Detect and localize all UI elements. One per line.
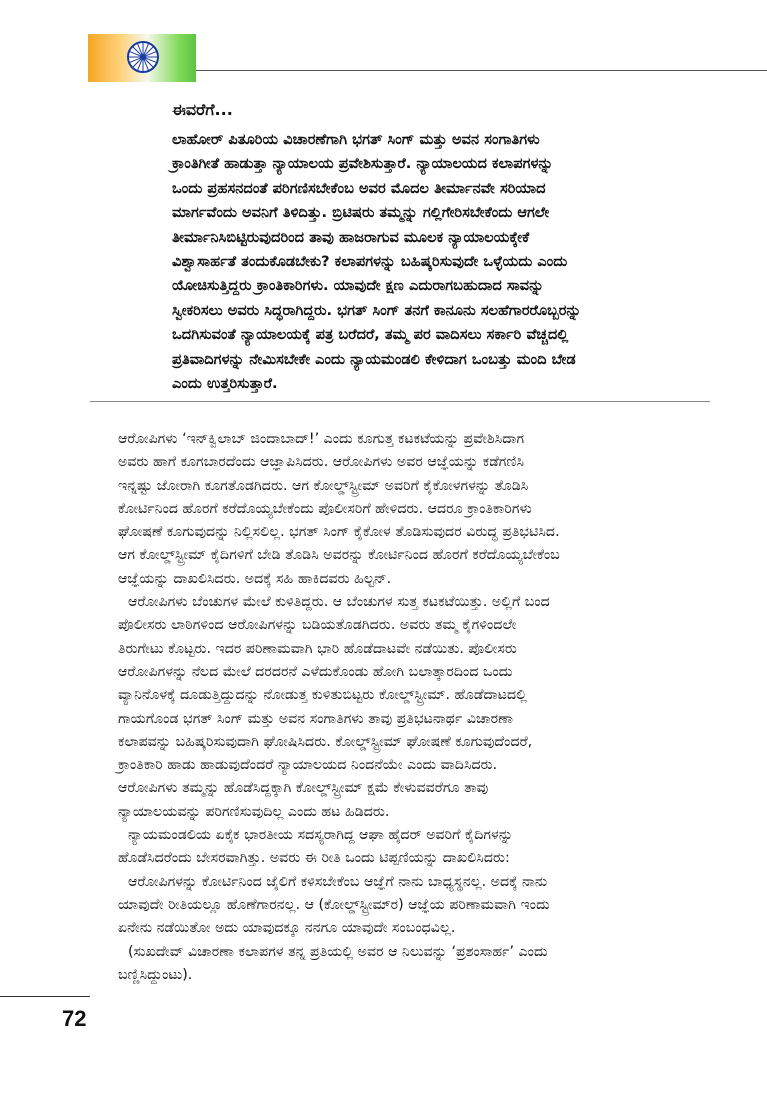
summary-line: ಒಂದು ಪ್ರಹಸನದಂತೆ ಪರಿಗಣಿಸಬೇಕೆಂಬ ಅವರ ಮೊದಲ ತೀರ್ಮಾನವೇ ಸರಿಯಾದ [172,179,546,197]
body-line: ಆರೋಪಿಗಳನ್ನು ನೆಲದ ಮೇಲೆ ದರದರನೆ ಎಳೆದುಕೊಂಡು ಹೋಗಿ ಬಲಾತ್ಕಾರದಿಂದ ಒಂದು [118,663,513,680]
body-line: ನ್ಯಾಯಮಂಡಲಿಯ ಏಕೈಕ ಭಾರತೀಯ ಸದಸ್ಯರಾಗಿದ್ದ ಆಘಾ ಹೈದರ್ ಅವರಿಗೆ ಕೈದಿಗಳನ್ನು [128,827,514,844]
body-line: (ಸುಖದೇವ್ ವಿಚಾರಣಾ ಕಲಾಪಗಳ ತನ್ನ ಪ್ರತಿಯಲ್ಲಿ ಅವರ ಆ ನಿಲುವನ್ನು ‘ಪ್ರಶಂಸಾರ್ಹ’ ಎಂದು [128,943,548,960]
body-line: ಆರೋಪಿಗಳು ತಮ್ಮನ್ನು ಹೊಡೆಸಿದ್ದಕ್ಕಾಗಿ ಕೋಲ್ಡ್‌ಸ್ಟ್ರೀಮ್ ಕ್ಷಮೆ ಕೇಳುವವರೆಗೂ ತಾವು [118,780,489,797]
body-line: ಆರೋಪಿಗಳನ್ನು ಕೋರ್ಟಿನಿಂದ ಜೈಲಿಗೆ ಕಳಿಸಬೇಕೆಂಬ ಆಜ್ಞೆಗೆ ನಾನು ಬಾಧ್ಯಸ್ಥನಲ್ಲ. ಅದಕ್ಕೆ ನಾನು [128,873,548,890]
ashoka-chakra-icon [126,40,160,74]
body-line: ಆರೋಪಿಗಳು ‘ಇನ್‌ಕ್ವಿಲಾಬ್ ಜಿಂದಾಬಾದ್!’ ಎಂದು ಕೂಗುತ್ತ ಕಟಕಟೆಯನ್ನು ಪ್ರವೇಶಿಸಿದಾಗ [118,431,525,447]
summary-body [172,128,712,396]
summary-line: ಪ್ರತಿವಾದಿಗಳನ್ನು ನೇಮಿಸಬೇಕೇ ಎಂದು ನ್ಯಾಯಮಂಡಲಿ ಕೇಳಿದಾಗ ಒಂಬತ್ತು ಮಂದಿ ಬೇಡ [172,350,576,368]
body-line: ಇನ್ನಷ್ಟು ಜೋರಾಗಿ ಕೂಗತೊಡಗಿದರು. ಆಗ ಕೋಲ್ಡ್‌ಸ್ಟ್ರೀಮ್ ಅವರಿಗೆ ಕೈಕೋಳಗಳನ್ನು ತೊಡಿಸಿ [118,477,529,494]
flag-badge [88,34,196,82]
body-line: ಏನೇನು ನಡೆಯಿತೋ ಅದು ಯಾವುದಕ್ಕೂ ನನಗೂ ಯಾವುದೇ ಸಂಬಂಧವಿಲ್ಲ. [118,920,456,937]
body-line: ವ್ಯಾನಿನೊಳಕ್ಕೆ ದೂಡುತ್ತಿದ್ದುದನ್ನು ನೋಡುತ್ತ ಕುಳಿತುಬಿಟ್ಟರು ಕೋಲ್ಡ್‌ಸ್ಟ್ರೀಮ್. ಹೊಡೆದಾಟದಲ್ಲಿ [118,687,527,704]
summary-line: ಯೋಚಿಸುತ್ತಿದ್ದರು ಕ್ರಾಂತಿಕಾರಿಗಳು. ಯಾವುದೇ ಕ್ಷಣ ಎದುರಾಗಬಹುದಾದ ಸಾವನ್ನು [172,277,544,295]
body-line: ಯಾವುದೇ ರೀತಿಯಲ್ಲೂ ಹೊಣೆಗಾರನಲ್ಲ. ಆ (ಕೋಲ್ಡ್‌ಸ್ಟ್ರೀಮ್‌ರ) ಆಜ್ಞೆಯ ಪರಿಣಾಮವಾಗಿ ಇಂದು [118,896,550,913]
body-line: ಹೊಡೆಸಿದರೆಂದು ಬೇಸರವಾಗಿತ್ತು. ಅವರು ಈ ರೀತಿ ಒಂದು ಟಿಪ್ಪಣಿಯನ್ನು ದಾಖಲಿಸಿದರು: [118,850,510,867]
summary-title: ಈವರೆಗೆ... [172,100,233,119]
summary-line: ಒದಗಿಸುವಂತೆ ನ್ಯಾಯಾಲಯಕ್ಕೆ ಪತ್ರ ಬರೆದರೆ, ತಮ್ಮ ಪರ ವಾದಿಸಲು ಸರ್ಕಾರಿ ವೆಚ್ಚದಲ್ಲಿ [172,326,569,344]
body-line: ಪೊಲೀಸರು ಲಾಠಿಗಳಿಂದ ಆರೋಪಿಗಳನ್ನು ಬಡಿಯತೊಡಗಿದರು. ಅವರು ತಮ್ಮ ಕೈಗಳಿಂದಲೇ [118,617,517,634]
body-line: ನ್ಯಾಯಾಲಯವನ್ನು ಪರಿಗಣಿಸುವುದಿಲ್ಲ ಎಂದು ಹಟ ಹಿಡಿದರು. [118,803,390,820]
body-line: ಕ್ರಾಂತಿಕಾರಿ ಹಾಡು ಹಾಡುವುದೆಂದರೆ ನ್ಯಾಯಾಲಯದ ನಿಂದನೆಯೇ ಎಂದು ವಾದಿಸಿದರು. [118,757,498,774]
body-line: ತಿರುಗೇಟು ಕೊಟ್ಟರು. ಇದರ ಪರಿಣಾಮವಾಗಿ ಭಾರಿ ಹೊಡೆದಾಟವೇ ನಡೆಯಿತು. ಪೊಲೀಸರು [118,640,517,657]
body-line: ಕಲಾಪವನ್ನು ಬಹಿಷ್ಕರಿಸುವುದಾಗಿ ಘೋಷಿಸಿದರು. ಕೋಲ್ಡ್‌ಸ್ಟ್ರೀಮ್ ಘೋಷಣೆ ಕೂಗುವುದೆಂದರೆ, [118,733,533,750]
body-line: ಆಜ್ಞೆಯನ್ನು ದಾಖಲಿಸಿದರು. ಅದಕ್ಕೆ ಸಹಿ ಹಾಕಿದವರು ಹಿಲ್ಟನ್. [118,570,392,587]
summary-line: ಕ್ರಾಂತಿಗೀತೆ ಹಾಡುತ್ತಾ ನ್ಯಾಯಾಲಯ ಪ್ರವೇಶಿಸುತ್ತಾರೆ. ನ್ಯಾಯಾಲಯದ ಕಲಾಪಗಳನ್ನು [172,155,554,173]
summary-line: ಸ್ವೀಕರಿಸಲು ಅವರು ಸಿದ್ಧರಾಗಿದ್ದರು. ಭಗತ್ ಸಿಂಗ್ ತನಗೆ ಕಾನೂನು ಸಲಹೆಗಾರರೊಬ್ಬರನ್ನು [172,301,582,319]
summary-line: ಎಂದು ಉತ್ತರಿಸುತ್ತಾರೆ. [172,375,278,393]
body-line: ಕೋರ್ಟಿನಿಂದ ಹೊರಗೆ ಕರೆದೊಯ್ಯಬೇಕೆಂದು ಪೊಲೀಸರಿಗೆ ಹೇಳಿದರು. ಆದರೂ ಕ್ರಾಂತಿಕಾರಿಗಳು [118,500,532,517]
summary-box [172,98,712,396]
header-rule [196,70,767,71]
summary-line: ಮಾರ್ಗವೆಂದು ಅವನಿಗೆ ತಿಳಿದಿತ್ತು. ಬ್ರಿಟಿಷರು ತಮ್ಮನ್ನು ಗಲ್ಲಿಗೇರಿಸಬೇಕೆಂದು ಆಗಲೇ [172,204,550,222]
summary-line: ತೀರ್ಮಾನಿಸಿಬಿಟ್ಟಿರುವುದರಿಂದ ತಾವು ಹಾಜರಾಗುವ ಮೂಲಕ ನ್ಯಾಯಾಲಯಕ್ಕೇಕೆ [172,228,530,246]
footer-rule [0,996,90,997]
body-line: ಆಗ ಕೋಲ್ಡ್‌ಸ್ಟ್ರೀಮ್ ಕೈದಿಗಳಿಗೆ ಬೇಡಿ ತೊಡಿಸಿ ಅವರನ್ನು ಕೋರ್ಟಿನಿಂದ ಹೊರಗೆ ಕರೆದೊಯ್ಯಬೇಕೆಂಬ [118,547,560,564]
body-line: ಬಣ್ಣಿಸಿದ್ದುಂಟು). [118,966,193,983]
summary-line: ಲಾಹೋರ್ ಪಿತೂರಿಯ ವಿಚಾರಣೆಗಾಗಿ ಭಗತ್ ಸಿಂಗ್ ಮತ್ತು ಅವನ ಸಂಗಾತಿಗಳು [172,131,540,148]
summary-line: ವಿಶ್ವಾಸಾರ್ಹತೆ ತಂದುಕೊಡಬೇಕು? ಕಲಾಪಗಳನ್ನು ಬಹಿಷ್ಕರಿಸುವುದೇ ಒಳ್ಳೆಯದು ಎಂದು [172,253,568,271]
body-text [118,428,728,987]
body-line: ಗಾಯಗೊಂಡ ಭಗತ್ ಸಿಂಗ್ ಮತ್ತು ಅವನ ಸಂಗಾತಿಗಳು ತಾವು ಪ್ರತಿಭಟನಾರ್ಥ ವಿಚಾರಣಾ [118,710,513,727]
section-divider [90,401,710,402]
page-number: 72 [62,1006,87,1031]
body-line: ಅವರು ಹಾಗೆ ಕೂಗಬಾರದೆಂದು ಆಜ್ಞಾಪಿಸಿದರು. ಆರೋಪಿಗಳು ಅವರ ಆಜ್ಞೆಯನ್ನು ಕಡೆಗಣಿಸಿ [118,454,525,471]
body-line: ಘೋಷಣೆ ಕೂಗುವುದನ್ನು ನಿಲ್ಲಿಸಲಿಲ್ಲ. ಭಗತ್ ಸಿಂಗ್ ಕೈಕೋಳ ತೊಡಿಸುವುದರ ವಿರುದ್ಧ ಪ್ರತಿಭಟಿಸಿದ. [118,524,560,541]
body-line: ಆರೋಪಿಗಳು ಬೆಂಚುಗಳ ಮೇಲೆ ಕುಳಿತಿದ್ದರು. ಆ ಬೆಂಚುಗಳ ಸುತ್ತ ಕಟಕಟೆಯಿತ್ತು. ಅಲ್ಲಿಗೆ ಬಂದ [128,594,550,611]
